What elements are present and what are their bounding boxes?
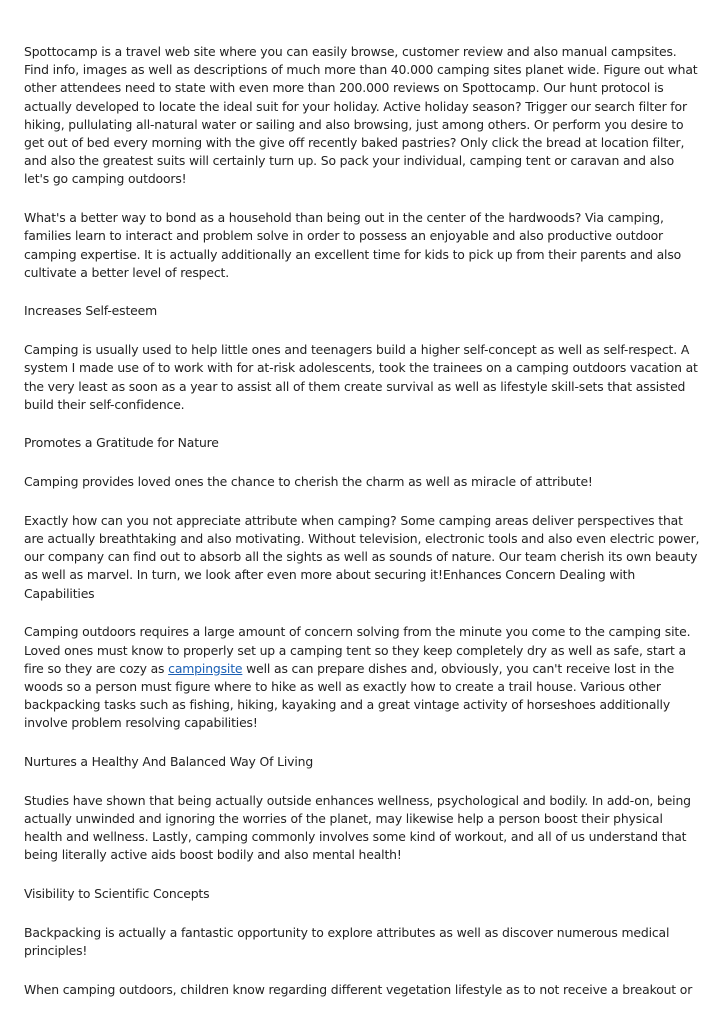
heading-self-esteem: Increases Self-esteem	[24, 303, 158, 319]
paragraph-intro: Spottocamp is a travel web site where you can easily browse, customer review and also manual campsites. Find info, images as well as descriptions of much more than 40.000 camping sites planet wide. Figure out what other attendees need to state with even more than 200.000 reviews on Spottocamp. Our hunt protocol is actually developed to locate the ideal suit for your holiday. Active holiday season? Trigger our search filter for hiking, pullulating all-natural water or sailing and also browsing, just among others. Or perform you desire to get out of bed every morning with the give off recently baked pastries? Only click the bread at location filter, and also the greatest suits will certainly turn up. So pack your individual, camping tent or caravan and also let's go camping outdoors!	[24, 44, 698, 187]
paragraph-bonding: What's a better way to bond as a household than being out in the center of the hardwoods? Via camping, families learn to interact and problem solve in order to possess an enjoyable and also productive outdoor camping expertise. It is actually additionally an excellent time for kids to pick up from their parents and also cultivate a better level of respect.	[24, 210, 682, 280]
paragraph-scientific-concepts: Backpacking is actually a fantastic opportunity to explore attributes as well as discover numerous medical principles!	[24, 924, 670, 959]
paragraph-appreciate-nature: Exactly how can you not appreciate attribute when camping? Some camping areas deliver perspectives that are actually breathtaking and also motivating. Without television, electronic tools and also even electric power, our company can find out to absorb all the sights as well as sounds of nature. Our team cherish its own beauty as well as marvel. In turn, we look after even more about securing it!Enhances Concern Dealing with Capabilities	[24, 512, 700, 601]
heading-scientific-concepts: Visibility to Scientific Concepts	[24, 886, 210, 902]
problem-solving-text-before: Camping outdoors requires a large amount of concern solving from the minute you come to the camping site. Loved ones must know to properly set up a camping tent so they keep completely dry as well as safe, start a fire so they are cozy as	[24, 624, 691, 676]
problem-solving-text-after: well as can prepare dishes and, obviously, you can't receive lost in the woods so a person must figure where to hike as well as exactly how to create a trail house. Various other backpacking tasks such as fishing, hiking, kayaking and a great vintage activity of horseshoes additionally involve problem resolving capabilities!	[24, 660, 675, 731]
paragraph-healthy-living: Studies have shown that being actually outside enhances wellness, psychological and bodily. In add-on, being actually unwinded and ignoring the worries of the planet, may likewise help a person boost their physical health and wellness. Lastly, camping commonly involves some kind of workout, and all of us understand that being literally active aids boost bodily and also mental health!	[24, 792, 691, 863]
paragraph-nature-short: Camping provides loved ones the chance to cherish the charm as well as miracle of attribute!	[24, 474, 593, 490]
article-body	[24, 43, 700, 1019]
heading-healthy-living: Nurtures a Healthy And Balanced Way Of Living	[24, 754, 314, 770]
heading-nature: Promotes a Gratitude for Nature	[24, 435, 219, 451]
paragraph-vegetation: When camping outdoors, children know regarding different vegetation lifestyle as to not receive a breakout or	[24, 981, 693, 997]
campingsite-link[interactable]: campingsite	[168, 660, 243, 676]
paragraph-self-esteem: Camping is usually used to help little ones and teenagers build a higher self-concept as well as self-respect. A system I made use of to work with for at-risk adolescents, took the trainees on a camping outdoors vacation at the very least as soon as a year to assist all of them create survival as well as lifestyle skill-sets that assisted build their self-confidence.	[24, 342, 698, 412]
paragraph-problem-solving	[24, 623, 700, 732]
